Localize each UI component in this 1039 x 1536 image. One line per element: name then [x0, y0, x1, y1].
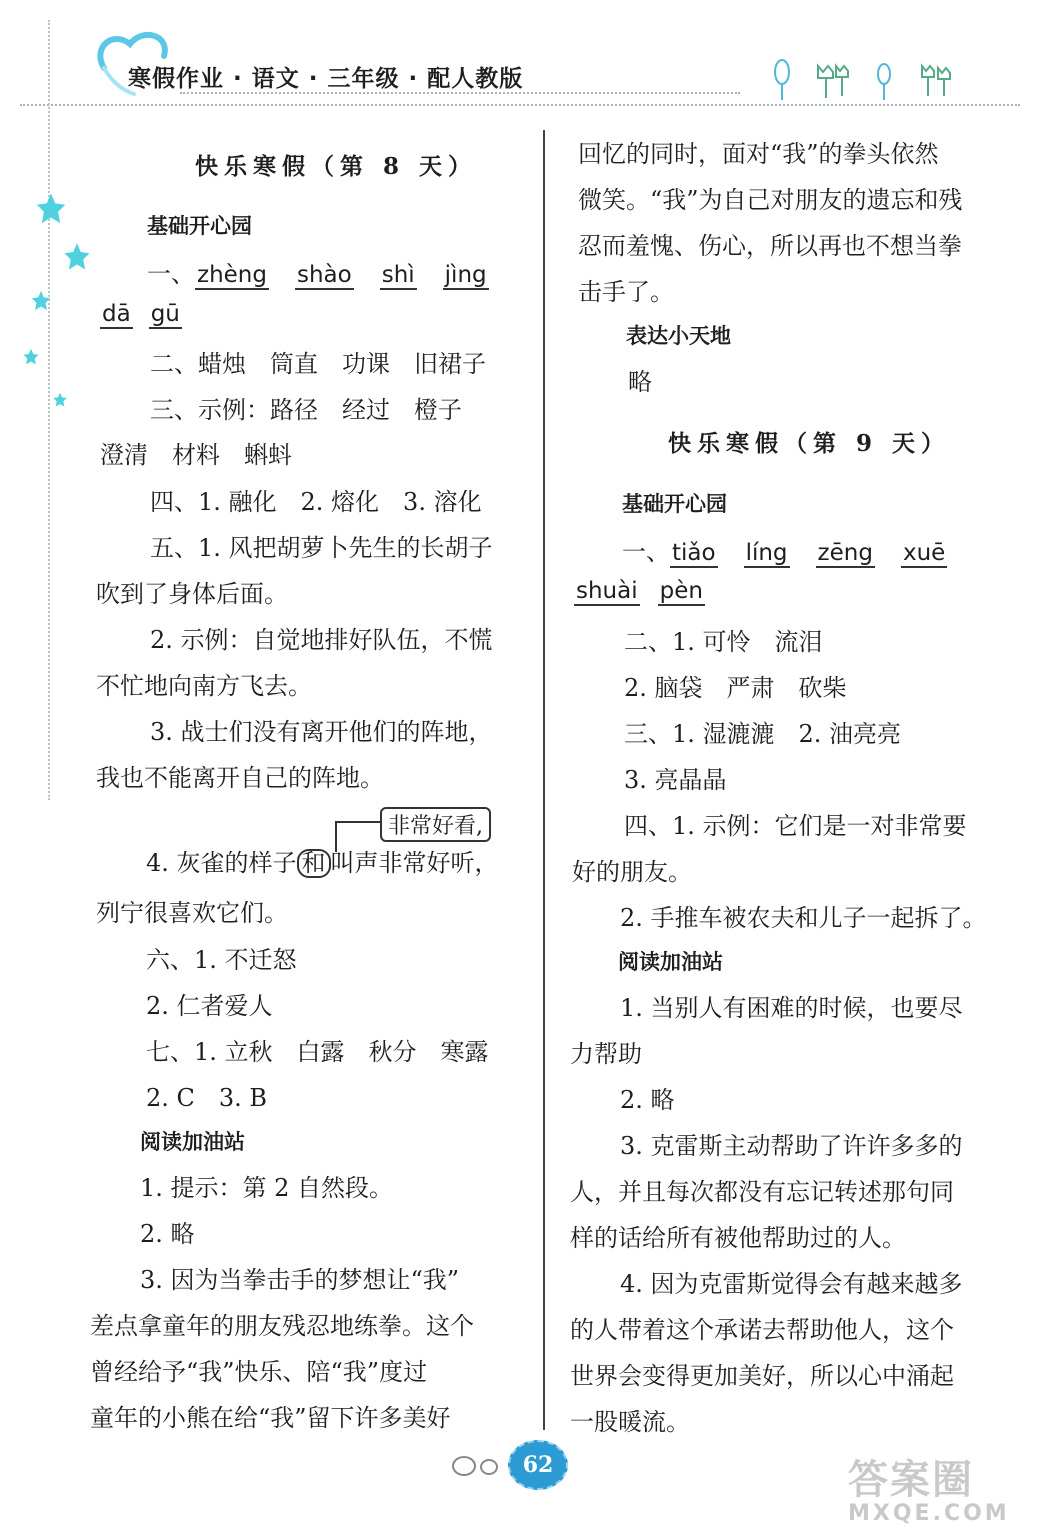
answer-line: 我也不能离开自己的阵地。 — [96, 764, 384, 792]
column-divider — [543, 130, 545, 1430]
day8-title: 快乐寒假（第 8 天） — [195, 153, 478, 180]
answer-line: 1. 提示：第 2 自然段。 — [140, 1174, 394, 1202]
section-heading: 基础开心园 — [147, 214, 252, 238]
section-heading: 表达小天地 — [626, 324, 731, 348]
answer-line: 曾经给予“我”快乐、陪“我”度过 — [90, 1358, 428, 1386]
answer-line: 三、示例：路径 经过 橙子 — [150, 396, 462, 424]
pinyin-answer: jìng — [443, 263, 489, 290]
answer-line: 2. 脑袋 严肃 砍柴 — [624, 674, 847, 702]
pinyin-answer: líng — [744, 541, 790, 568]
answer-text: 4. 灰雀的样子 — [146, 849, 297, 877]
star-icon — [52, 392, 68, 408]
star-icon — [34, 192, 68, 226]
answer-line: 不忙地向南方飞去。 — [96, 672, 312, 700]
page-number: 62 — [508, 1440, 568, 1490]
watermark-url: MXQE.COM — [848, 1501, 1010, 1526]
answer-line: 微笑。“我”为自己对朋友的遗忘和残 — [578, 186, 963, 214]
answer-line: 忍而羞愧、伤心，所以再也不想当拳 — [578, 232, 962, 260]
answer-text: 叫声非常好听， — [330, 849, 499, 877]
pinyin-answer: shì — [380, 263, 417, 290]
circled-insertion: 和 — [297, 849, 331, 878]
answer-line: 四、1. 示例：它们是一对非常要 — [624, 812, 967, 840]
answer-line: 力帮助 — [570, 1040, 642, 1068]
flower-decoration-icon — [766, 56, 966, 102]
answer-line: 3. 因为当拳击手的梦想让“我” — [140, 1266, 460, 1294]
answer-line: 二、1. 可怜 流泪 — [624, 628, 823, 656]
answer-line: 六、1. 不迁怒 — [146, 946, 297, 974]
answer-line: 人，并且每次都没有忘记转述那句同 — [570, 1178, 954, 1206]
answer-line: 样的话给所有被他帮助过的人。 — [570, 1224, 906, 1252]
answer-line: 回忆的同时，面对“我”的拳头依然 — [578, 140, 939, 168]
pinyin-answer: shào — [295, 263, 354, 290]
header-divider-top — [180, 92, 740, 94]
answer-line: 澄清 材料 蝌蚪 — [100, 441, 292, 469]
answer-line: 童年的小熊在给“我”留下许多美好 — [90, 1404, 451, 1432]
pinyin-answer: xuē — [901, 541, 947, 568]
answer-line: 二、蜡烛 筒直 功课 旧裙子 — [150, 350, 486, 378]
answer-line: 一股暖流。 — [570, 1408, 690, 1436]
answer-line — [146, 843, 499, 878]
pinyin-answer: zhèng — [195, 263, 269, 290]
answer-line: 世界会变得更加美好，所以心中涌起 — [570, 1362, 954, 1390]
answer-line: 2. 示例：自觉地排好队伍，不慌 — [150, 626, 493, 654]
answer-line: 2. 略 — [140, 1220, 195, 1248]
section-heading: 基础开心园 — [622, 492, 727, 516]
star-icon — [22, 348, 40, 366]
answer-line: 好的朋友。 — [572, 858, 692, 886]
pinyin-row — [622, 532, 973, 568]
answer-line: 四、1. 融化 2. 熔化 3. 溶化 — [150, 488, 482, 516]
pinyin-answer: tiǎo — [670, 541, 718, 568]
star-icon — [30, 290, 52, 312]
answer-line: 1. 当别人有困难的时候，也要尽 — [620, 994, 963, 1022]
answer-line: 列宁很喜欢它们。 — [96, 899, 288, 927]
answer-line: 3. 亮晶晶 — [624, 766, 727, 794]
question-label: 一、 — [622, 538, 670, 566]
section-heading: 阅读加油站 — [618, 950, 723, 974]
day9-title: 快乐寒假（第 9 天） — [668, 430, 951, 457]
decorative-ring — [452, 1456, 476, 1476]
pinyin-row — [147, 254, 515, 290]
pinyin-answer: zēng — [816, 541, 875, 568]
answer-line: 三、1. 湿漉漉 2. 油亮亮 — [624, 720, 902, 748]
section-heading: 阅读加油站 — [140, 1130, 245, 1154]
pinyin-answer: gū — [149, 302, 182, 329]
answer-line: 2. 略 — [620, 1086, 675, 1114]
answer-line: 击手了。 — [578, 278, 674, 306]
answer-line: 3. 克雷斯主动帮助了许许多多的 — [620, 1132, 963, 1160]
answer-line: 七、1. 立秋 白露 秋分 寒露 — [146, 1038, 489, 1066]
answer-line: 差点拿童年的朋友残忍地练拳。这个 — [90, 1312, 474, 1340]
answer-line: 略 — [628, 368, 652, 396]
pinyin-row — [574, 576, 731, 606]
answer-line: 4. 因为克雷斯觉得会有越来越多 — [620, 1270, 963, 1298]
pinyin-answer: shuài — [574, 579, 640, 606]
margin-dotted-line — [48, 20, 50, 800]
pinyin-row — [100, 299, 208, 329]
answer-line: 2. 仁者爱人 — [146, 992, 273, 1020]
answer-line: 的人带着这个承诺去帮助他人，这个 — [570, 1316, 954, 1344]
answer-line: 2. 手推车被农夫和儿子一起拆了。 — [620, 904, 987, 932]
pinyin-answer: pèn — [658, 579, 705, 606]
correction-callout: 非常好看, — [380, 807, 491, 842]
pinyin-answer: dā — [100, 302, 133, 329]
header-title: 寒假作业 · 语文 · 三年级 · 配人教版 — [128, 66, 524, 92]
watermark — [848, 1448, 1010, 1526]
star-icon — [62, 242, 92, 272]
answer-line: 3. 战士们没有离开他们的阵地， — [150, 718, 493, 746]
answer-line: 吹到了身体后面。 — [96, 580, 288, 608]
answer-line: 2. C 3. B — [146, 1084, 268, 1112]
decorative-ring — [480, 1459, 498, 1475]
watermark-logo: 答案圈 — [848, 1457, 974, 1503]
question-label: 一、 — [147, 260, 195, 288]
header-divider — [20, 104, 1020, 106]
answer-line: 五、1. 风把胡萝卜先生的长胡子 — [150, 534, 493, 562]
